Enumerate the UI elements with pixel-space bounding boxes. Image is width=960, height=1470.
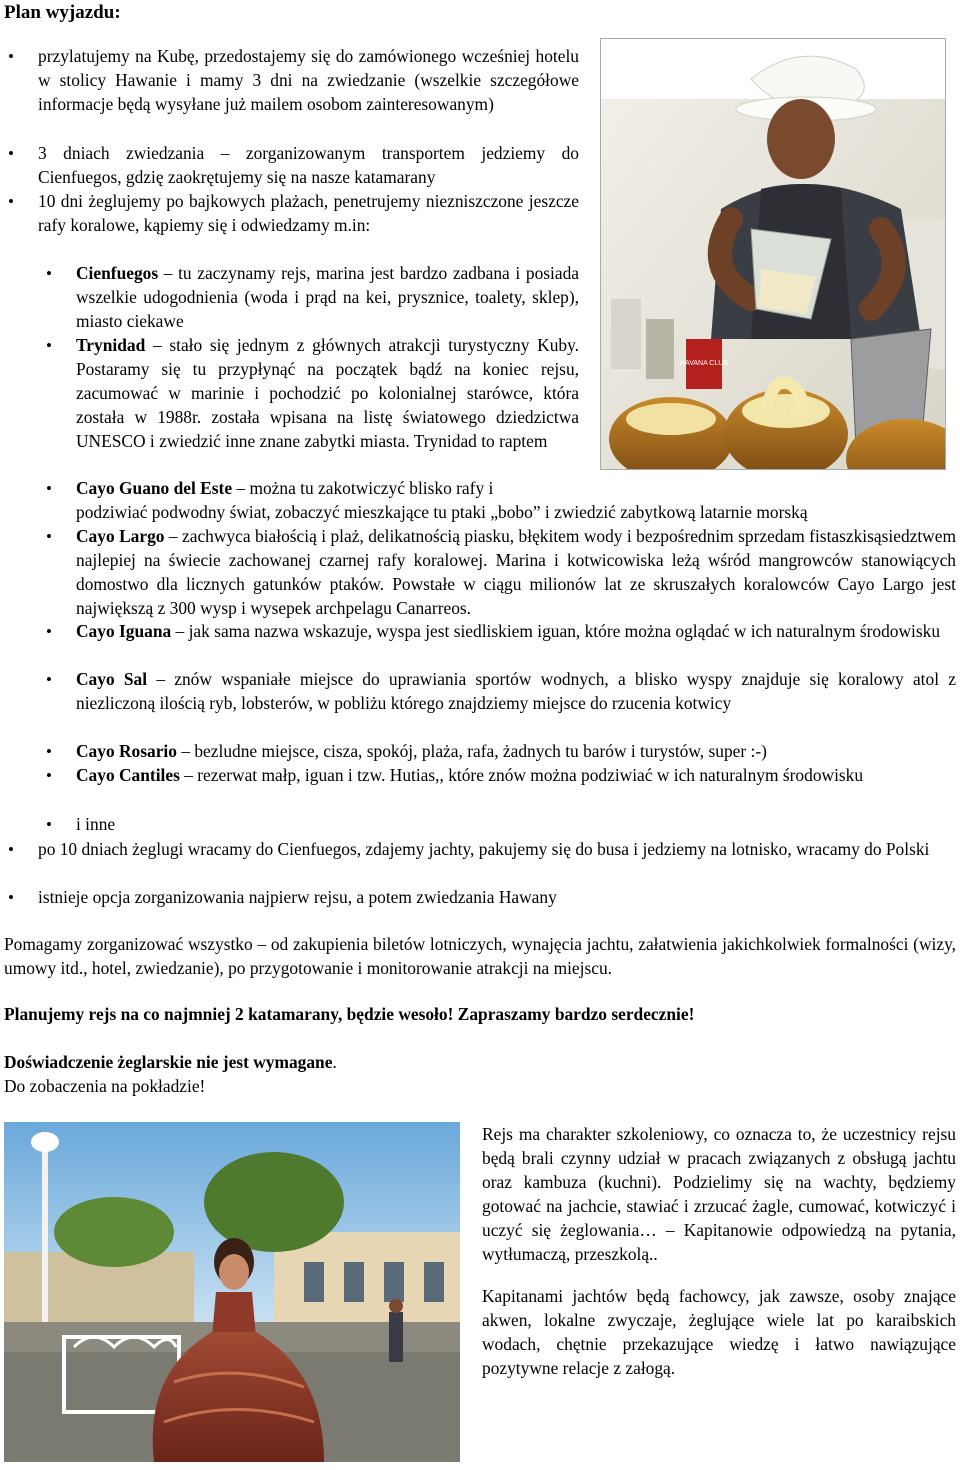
training-paragraph: Rejs ma charakter szkoleniowy, co oznacza to, że uczestnicy rejsu będą brali czynny udział w pracach związanych z obsługą jachtu oraz kambuza (kuchni). Podzielimy się na wachty, będziemy gotować na jachcie, stawiać i zrzucać żagle, cumować, kotwiczyć i uczyć się żeglowania… – Kapitanowie odpowiedzą na pytania, wytłumaczą, przeszkolą..: [482, 1124, 956, 1264]
bullet-dot: •: [8, 144, 14, 163]
bullet-dot: •: [46, 336, 52, 355]
bullet-dot: •: [46, 742, 52, 761]
goodbye-line: Do zobaczenia na pokładzie!: [4, 1076, 206, 1096]
bullet-dot: •: [46, 670, 52, 689]
place-name: Cayo Guano del Este: [76, 478, 233, 498]
services-paragraph: Pomagamy zorganizować wszystko – od zakupienia biletów lotniczych, wynajęcia jachtu, załatwienia jakichkolwiek formalności (wizy, umowy itd., hotel, zwiedzanie), po przygotowanie i monitorowanie atrakcji na miejscu.: [4, 934, 956, 978]
list-item: [76, 619, 956, 643]
bullet-dot: •: [46, 264, 52, 283]
place-description: – zachwyca białością i plaż, delikatnością piasku, błękitem wody i bezpośrednim sprzedam fistaszkisąsiedztwem najlepiej na świecie zachowanej czarnej rafy koralowej. Marina i kotwicowiska leżą wśród mangrowców stanowiących domostwo dla licznych gatunków ptaków. Powstałe w ciągu milionów lat ze skruszałych koralowców Cayo Largo jest największą z 300 wysp i wysepek archpelagu Canarreos.: [76, 526, 956, 618]
list-item: [76, 333, 579, 453]
place-description: – znów wspaniałe miejsce do uprawiania sportów wodnych, a blisko wyspy znajduje się koralowy atol z niezliczoną ilością ryb, lobsterów, w pobliżu którego znajdziemy miejsce do rzucenia kotwicy: [76, 669, 956, 713]
place-description: – jak sama nazwa wskazuje, wyspa jest siedliskiem iguan, które można oglądać w ich naturalnym środowisku: [171, 621, 941, 641]
experience-end: .: [332, 1052, 337, 1072]
trinidad-illustration: [4, 1122, 460, 1462]
place-description: – można tu zakotwiczyć blisko rafy i: [232, 478, 494, 498]
list-item: 3 dniach zwiedzania – zorganizowanym transportem jedziemy do Cienfuegos, gdzię zaokrętujemy się na nasze katamarany: [38, 143, 579, 187]
invitation-line: Planujemy rejs na co najmniej 2 katamarany, będzie wesoło! Zapraszamy bardzo serdecznie!: [4, 1004, 695, 1024]
place-name: Cayo Iguana: [76, 621, 172, 641]
bullet-dot: •: [46, 815, 52, 834]
place-description: – stało się jednym z głównych atrakcji turystyczny Kuby. Postaramy się tu przypłynąć na początek bądź na koniec rejsu, zacumować w marinie i pochodzić po kolonialnej starówce, która została w 1988r. została wpisana na listę światowego dziedzictwa UNESCO i zwiedzić inne znane zabytki miasta. Trynidad to raptem: [76, 335, 579, 451]
bullet-dot: •: [46, 479, 52, 498]
list-item: przylatujemy na Kubę, przedostajemy się do zamówionego wcześniej hotelu w stolicy Hawanie i mamy 3 dni na zwiedzanie (wszelkie szczegółowe informacje będą wysyłane już mailem osobom zainteresowanym): [38, 46, 579, 114]
list-item: [76, 739, 956, 763]
list-item: i inne: [76, 814, 116, 834]
bullet-dot: •: [8, 192, 14, 211]
place-name: Cayo Largo: [76, 526, 165, 546]
list-item: [76, 524, 956, 620]
bullet-dot: •: [8, 840, 14, 859]
bullet-dot: •: [46, 766, 52, 785]
list-item: po 10 dniach żeglugi wracamy do Cienfuegos, zdajemy jachty, pakujemy się do busa i jedziemy na lotnisko, wracamy do Polski: [38, 839, 930, 859]
place-description: – rezerwat małp, iguan i tzw. Hutias,, które znów można podziwiać w ich naturalnym środowisku: [179, 765, 864, 785]
place-name: Cayo Rosario: [76, 741, 177, 761]
list-item: [76, 261, 579, 333]
pineapple-drink-photo: [600, 38, 946, 470]
place-description: – bezludne miejsce, cisza, spokój, plaża, rafa, żadnych tu barów i turystów, super :-): [176, 741, 767, 761]
page-title: Plan wyjazdu:: [4, 2, 121, 23]
list-item: [76, 763, 956, 787]
place-name: Cienfuegos: [76, 263, 159, 283]
captains-paragraph: Kapitanami jachtów będą fachowcy, jak zawsze, osoby znające akwen, lokalne zwyczaje, żeglujące wiele lat po karaibskich wodach, chętnie przekazujące wiedzę i łatwo nawiązujące pozytywne relacje z załogą.: [482, 1286, 956, 1378]
place-name: Cayo Cantiles: [76, 765, 180, 785]
bullet-dot: •: [46, 527, 52, 546]
bullet-dot: •: [8, 888, 14, 907]
place-description: – tu zaczynamy rejs, marina jest bardzo zadbana i posiada wszelkie udogodnienia (woda i prąd na kei, prysznice, toalety, sklep), miasto ciekawe: [76, 263, 579, 331]
list-item: [76, 667, 956, 715]
list-item: [76, 476, 596, 500]
place-description-continued: podziwiać podwodny świat, zobaczyć mieszkające tu ptaki „bobo” i zwiedzić zabytkową latarnie morską: [76, 502, 808, 522]
experience-note: [4, 1050, 956, 1074]
havana-club-label: HAVANA CLUB: [680, 360, 728, 367]
trinidad-photo: [4, 1122, 460, 1462]
list-item: 10 dni żeglujemy po bajkowych plażach, penetrujemy niezniszczone jeszcze rafy koralowe, kąpiemy się i odwiedzamy m.in:: [38, 191, 579, 235]
pineapple-drink-illustration: [601, 39, 945, 469]
list-item: istnieje opcja zorganizowania najpierw rejsu, a potem zwiedzania Hawany: [38, 887, 557, 907]
bullet-dot: •: [8, 47, 14, 66]
bullet-dot: •: [46, 622, 52, 641]
place-name: Trynidad: [76, 335, 146, 355]
experience-bold: Doświadczenie żeglarskie nie jest wymagane: [4, 1052, 333, 1072]
place-name: Cayo Sal: [76, 669, 148, 689]
